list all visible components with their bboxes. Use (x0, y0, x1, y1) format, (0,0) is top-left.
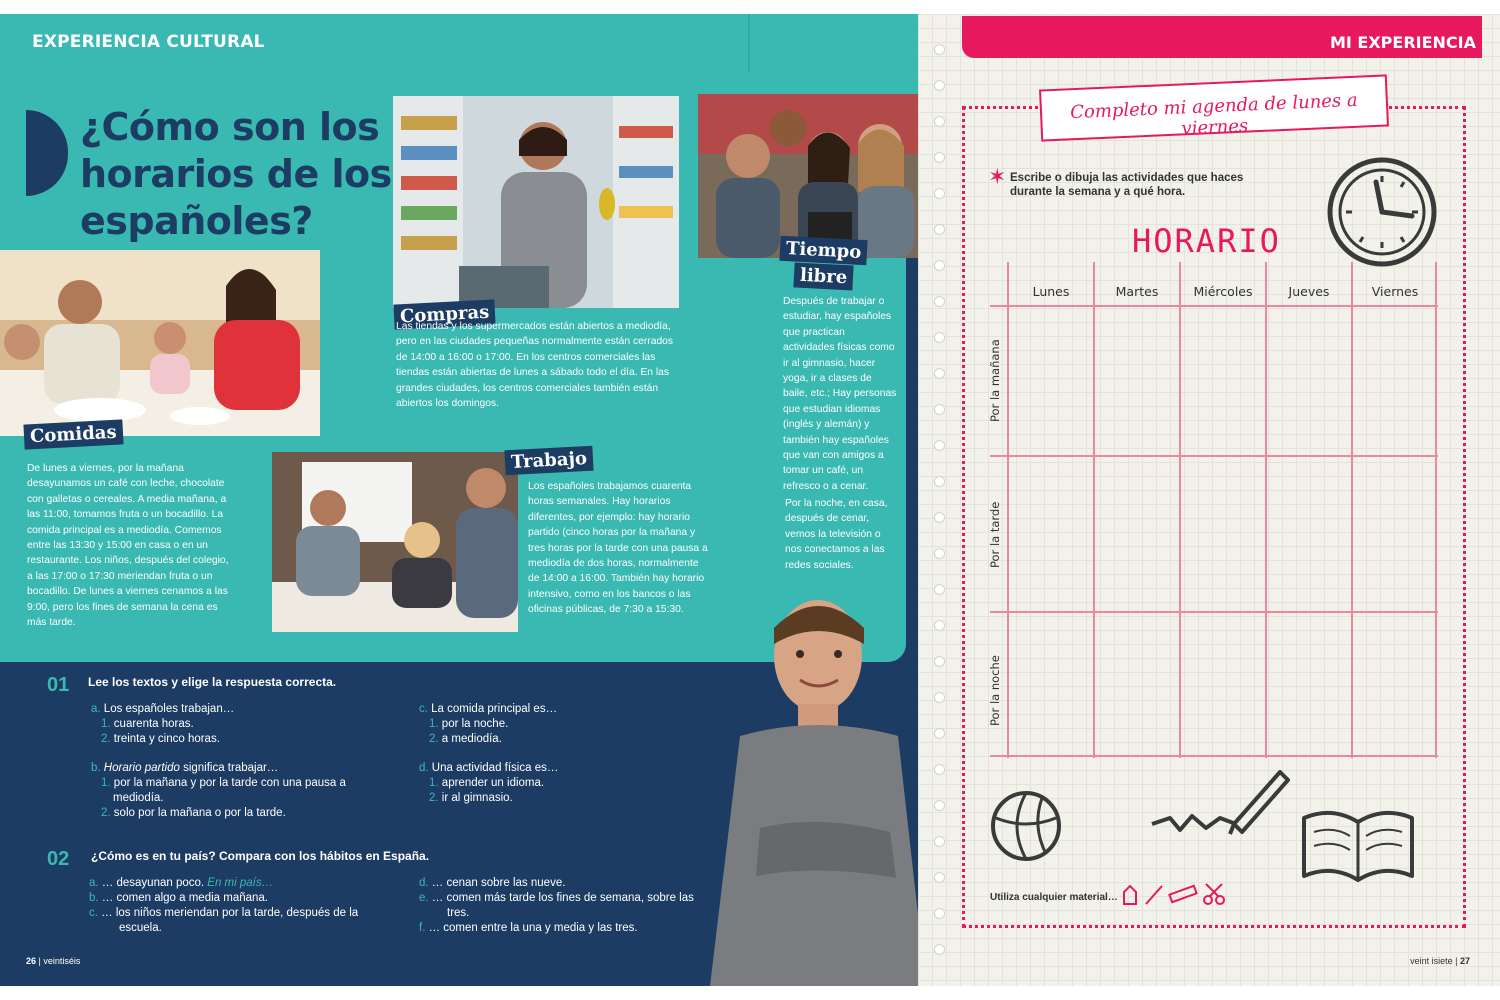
agenda-banner-text: Completo mi agenda de lunes a viernes (1069, 89, 1359, 140)
right-header-bar (962, 16, 1482, 58)
right-page-footer (1410, 956, 1470, 966)
day-jueves: Jueves (1288, 284, 1330, 299)
question-d-stem: Una actividad física es… (431, 762, 559, 774)
trabajo-text: Los españoles trabajamos cuarenta horas semanales. Hay horarios diferentes, por ejemplo: hay horario partido (cinco horas por la mañana y tres horas por la tarde con una pausa a mediodía de dos horas, normalmente de 14:00 a 16:00. También hay horario intensivo, como en los bancos o las oficinas públicas, de 7:30 a 15:30. (528, 481, 708, 616)
star-icon: ✶ (988, 164, 1007, 189)
question-c-stem: La comida principal es… (431, 703, 558, 715)
question-c (419, 702, 679, 747)
question-d (419, 761, 679, 806)
ex2-item-d: d. … cenan sobre las nueve. (419, 877, 566, 889)
day-viernes: Viernes (1371, 284, 1419, 299)
compras-label: Compras (393, 299, 495, 329)
question-a-option-2[interactable]: 2. treinta y cinco horas. (101, 733, 220, 745)
tiempo-libre-label-2: libre (793, 262, 853, 290)
exercise-1-instruction: Lee los textos y elige la respuesta correcta. (88, 675, 337, 689)
smiling-man-photo (700, 588, 918, 986)
comidas-text: De lunes a viernes, por la mañana desayunamos un café con leche, chocolate con galletas o cereales. A media mañana, a las 11:00, tomamos fruta o un bocadillo. La comida principal es a mediodía. Comemos entre las 13:30 y 15:00 en casa o en un restaurante. Los niños, después del colegio, a las 17:00 o 17:30 meriendan fruta o un bocadillo. De lunes a viernes cenamos a las 9:00, pero los fines de semana la cena es más tarde. (27, 463, 229, 629)
question-b-letter: b. (91, 762, 101, 774)
footer-separator: | (38, 956, 41, 966)
title-line-2: horarios de los (80, 152, 392, 196)
left-page (0, 14, 918, 986)
comidas-label: Comidas (23, 419, 123, 449)
question-b-italic: Horario partido (103, 762, 180, 774)
title-line-3: españoles? (80, 199, 313, 243)
clock-icon (1324, 154, 1440, 270)
row-manana: Por la mañana (988, 339, 1002, 422)
weekly-schedule-grid (990, 262, 1438, 758)
exercise-2-left-items (89, 876, 379, 936)
office-meeting-photo (272, 452, 518, 632)
schedule-title: HORARIO (1132, 222, 1281, 260)
section-header-label: EXPERIENCIA CULTURAL (32, 32, 265, 52)
supermarket-photo (393, 96, 679, 308)
compras-text: Las tiendas y los supermercados están abiertos a mediodía, pero en las ciudades pequeñas normalmente están cerrados de 14:00 a 16:00 o 17:00. En los centros comerciales las tiendas están abiertas de lunes a sábado todo el día. En las grandes ciudades, los centros comerciales también están abiertos los domingos. (396, 321, 674, 410)
left-header-bar (0, 14, 918, 72)
ex2-item-c: c. … los niños meriendan por la tarde, después de la escuela. (89, 907, 359, 934)
notebook-holes (934, 44, 946, 984)
day-lunes: Lunes (1032, 284, 1070, 299)
right-instruction: Escribe o dibuja las actividades que haces durante la semana y a qué hora. (1010, 172, 1244, 198)
left-page-number: 26 (26, 956, 37, 966)
exercise-2-instruction: ¿Cómo es en tu país? Compara con los hábitos en España. (91, 849, 430, 863)
title-line-1: ¿Cómo son los (80, 105, 380, 149)
friends-photo (698, 94, 918, 258)
craft-supplies-icons (1118, 880, 1228, 906)
question-a-option-1[interactable]: 1. cuarenta horas. (101, 718, 194, 730)
row-noche: Por la noche (988, 655, 1002, 726)
agenda-banner (1039, 74, 1389, 141)
materials-note: Utiliza cualquier material… (990, 892, 1118, 903)
question-d-letter: d. (419, 762, 429, 774)
basketball-icon (988, 788, 1064, 864)
right-page-word: veint isiete (1410, 956, 1453, 966)
question-b (91, 761, 381, 821)
question-d-option-2[interactable]: 2. ir al gimnasio. (429, 792, 513, 804)
open-book-icon (1298, 788, 1418, 888)
right-page-number: 27 (1459, 956, 1470, 966)
left-page-word: veintiséis (43, 956, 81, 966)
question-d-option-1[interactable]: 1. aprender un idioma. (429, 777, 545, 789)
tiempo-libre-text-2: Por la noche, en casa, después de cenar, vemos la televisión o nos conectamos a las redes sociales. (785, 498, 888, 571)
right-page (918, 14, 1500, 986)
question-a-stem: Los españoles trabajan… (103, 703, 235, 715)
question-c-letter: c. (419, 703, 428, 715)
ex2-item-e: e. … comen más tarde los fines de semana, sobre las tres. (419, 892, 694, 919)
tiempo-libre-text-1: Después de trabajar o estudiar, hay españoles que practican actividades físicas como ir al gimnasio, hacer yoga, ir a clases de baile, etc.; Hay personas que estudian idiomas (inglés y alemán) y también hay españoles que van con amigos a tomar un café, un refresco o a cenar. (783, 296, 897, 492)
question-b-stem: significa trabajar… (179, 762, 279, 774)
schedule-grid-lines (990, 262, 1438, 758)
footer-separator-right: | (1455, 956, 1458, 966)
question-c-option-2[interactable]: 2. a mediodía. (429, 733, 502, 745)
exercise-2-number: 02 (47, 848, 70, 870)
row-tarde: Por la tarde (988, 501, 1002, 568)
exercise-2-right-items (419, 876, 699, 936)
family-meal-photo (0, 250, 320, 436)
day-martes: Martes (1115, 284, 1159, 299)
pen-icon (1150, 764, 1290, 844)
question-b-option-1[interactable]: 1. por la mañana y por la tarde con una pausa a mediodía. (101, 777, 346, 804)
question-b-option-2[interactable]: 2. solo por la mañana o por la tarde. (101, 807, 286, 819)
header-divider (748, 14, 750, 72)
day-miercoles: Miércoles (1193, 284, 1253, 299)
ex2-item-f: f. … comen entre la una y media y las tres. (419, 922, 638, 934)
ex2-item-b: b. … comen algo a media mañana. (89, 892, 269, 904)
article-title (80, 104, 400, 245)
question-c-option-1[interactable]: 1. por la noche. (429, 718, 509, 730)
left-page-footer (26, 956, 80, 966)
trabajo-label: Trabajo (504, 446, 593, 476)
tiempo-libre-label-1: Tiempo (779, 236, 868, 266)
ex2-item-a: a. … desayunan poco. En mi país… (89, 877, 274, 889)
question-a (91, 702, 391, 747)
right-header-label: MI EXPERIENCIA (1329, 33, 1476, 52)
question-a-letter: a. (91, 703, 101, 715)
exercise-1-number: 01 (47, 674, 70, 696)
